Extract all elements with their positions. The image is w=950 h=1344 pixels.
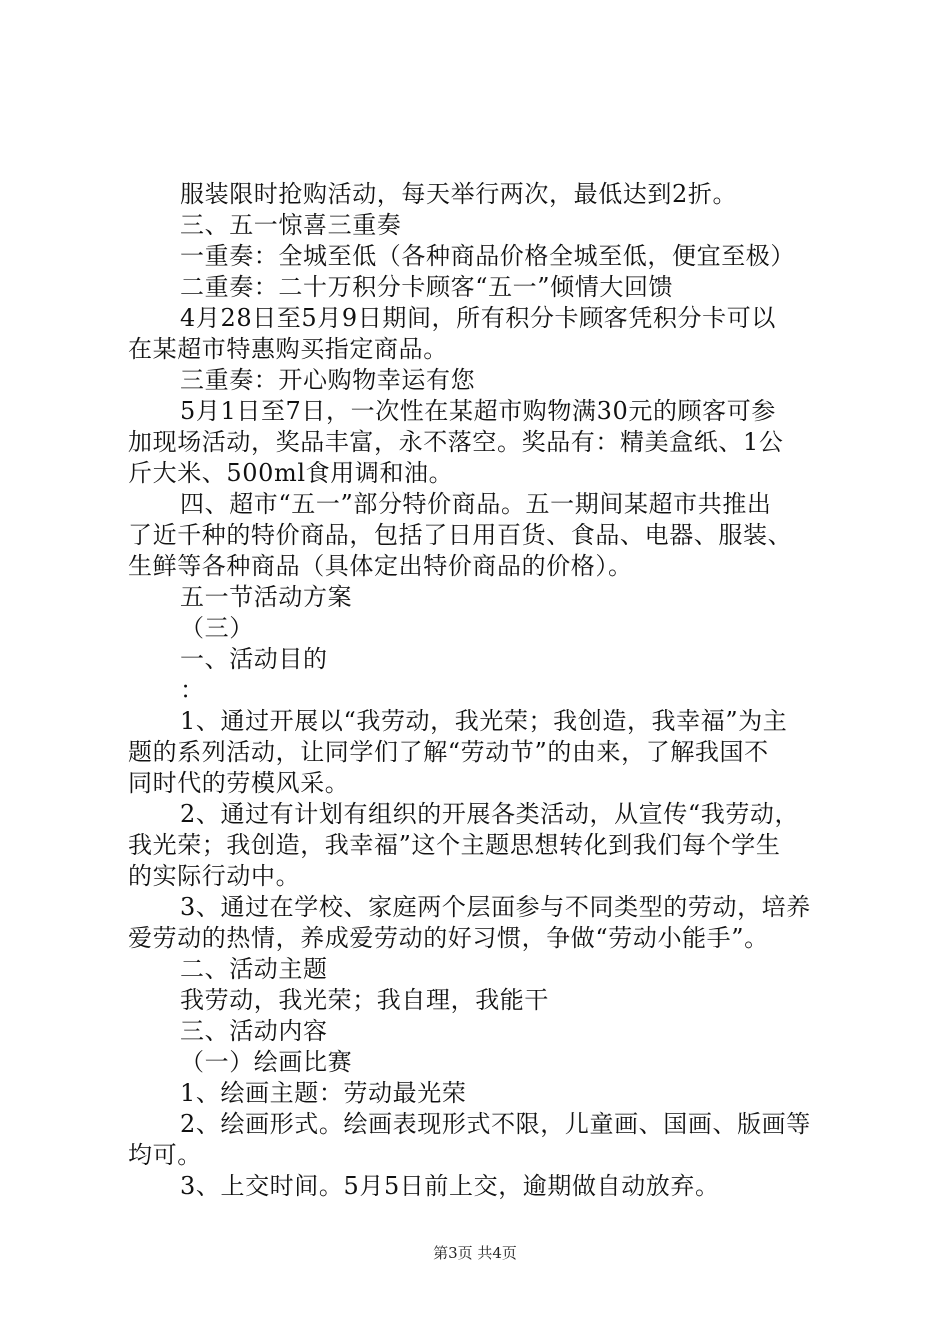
paragraph-line: 了近千种的特价商品，包括了日用百货、食品、电器、服装、 (128, 521, 793, 549)
paragraph-line: 的实际行动中。 (128, 862, 301, 890)
paragraph-line: 服装限时抢购活动，每天举行两次，最低达到2折。 (180, 180, 738, 208)
section-heading: 三、活动内容 (180, 1017, 328, 1045)
paragraph-line: 爱劳动的热情，养成爱劳动的好习惯，争做“劳动小能手”。 (128, 924, 769, 952)
paragraph-line: 2、通过有计划有组织的开展各类活动，从宣传“我劳动， (180, 800, 800, 828)
subsection-heading: （一）绘画比赛 (180, 1048, 353, 1076)
section-heading: 二、活动主题 (180, 955, 328, 983)
paragraph-line: 1、通过开展以“我劳动，我光荣；我创造，我幸福”为主 (180, 707, 788, 735)
paragraph-line: 在某超市特惠购买指定商品。 (128, 335, 448, 363)
paragraph-line: 三重奏：开心购物幸运有您 (180, 366, 476, 394)
paragraph-line: 题的系列活动，让同学们了解“劳动节”的由来，了解我国不 (128, 738, 769, 766)
paragraph-line: 生鲜等各种商品（具体定出特价商品的价格）。 (128, 552, 633, 580)
paragraph-line: 3、上交时间。5月5日前上交，逾期做自动放弃。 (180, 1172, 720, 1200)
paragraph-line: 加现场活动，奖品丰富，永不落空。奖品有：精美盒纸、1公 (128, 428, 784, 456)
paragraph-line: 1、绘画主题：劳动最光荣 (180, 1079, 467, 1107)
paragraph-line: 均可。 (128, 1141, 202, 1169)
paragraph-line: 我劳动，我光荣；我自理，我能干 (180, 986, 549, 1014)
paragraph-line: ： (180, 676, 205, 704)
paragraph-line: 3、通过在学校、家庭两个层面参与不同类型的劳动，培养 (180, 893, 811, 921)
paragraph-line: 2、绘画形式。绘画表现形式不限，儿童画、国画、版画等 (180, 1110, 811, 1138)
paragraph-line: 二重奏：二十万积分卡顾客“五一”倾情大回馈 (180, 273, 674, 301)
document-title: 五一节活动方案 (180, 583, 353, 611)
paragraph-line: 5月1日至7日，一次性在某超市购物满30元的顾客可参 (180, 397, 776, 425)
section-heading: 一、活动目的 (180, 645, 328, 673)
paragraph-line: 4月28日至5月9日期间，所有积分卡顾客凭积分卡可以 (180, 304, 776, 332)
paragraph-line: 一重奏：全城至低（各种商品价格全城至低，便宜至极） (180, 242, 795, 270)
section-number: （三） (180, 614, 254, 642)
paragraph-line: 同时代的劳模风采。 (128, 769, 350, 797)
page-number-footer: 第3页 共4页 (433, 1244, 517, 1262)
paragraph-line: 斤大米、500ml食用调和油。 (128, 459, 454, 487)
section-heading: 四、超市“五一”部分特价商品。五一期间某超市共推出 (180, 490, 772, 518)
paragraph-line: 我光荣；我创造，我幸福”这个主题思想转化到我们每个学生 (128, 831, 781, 859)
section-heading: 三、五一惊喜三重奏 (180, 211, 402, 239)
